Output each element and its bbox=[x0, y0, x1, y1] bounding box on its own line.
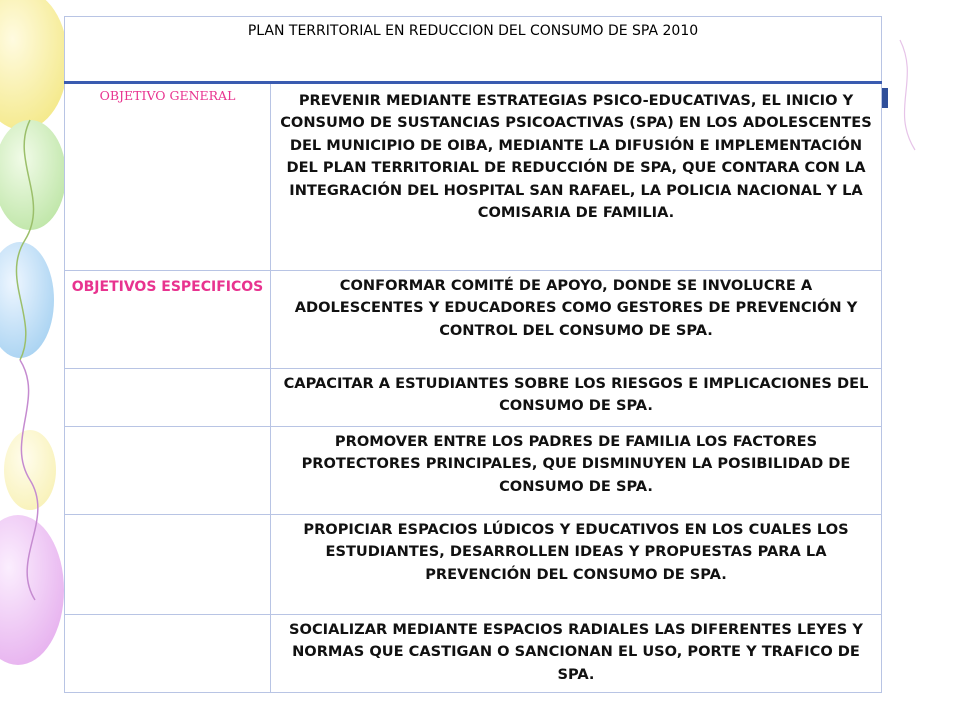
general-objective-label: OBJETIVO GENERAL bbox=[65, 83, 271, 271]
specific-objective-text: PROPICIAR ESPACIOS LÚDICOS Y EDUCATIVOS EN LOS CUALES LOS ESTUDIANTES, DESARROLLEN IDEAS Y PROPUESTAS PARA LA PREVENCIÓN DEL CONSUMO DE SPA. bbox=[271, 515, 882, 615]
specific-objective-row bbox=[65, 427, 882, 515]
specific-objective-row bbox=[65, 369, 882, 427]
empty-label-cell bbox=[65, 427, 271, 515]
empty-label-cell bbox=[65, 615, 271, 693]
title-row bbox=[65, 17, 882, 83]
general-objective-text: PREVENIR MEDIANTE ESTRATEGIAS PSICO-EDUCATIVAS, EL INICIO Y CONSUMO DE SUSTANCIAS PSICOACTIVAS (SPA) EN LOS ADOLESCENTES DEL MUNICIPIO DE OIBA, MEDIANTE LA DIFUSIÓN E IMPLEMENTACIÓN DEL PLAN TERRITORIAL DE REDUCCIÓN DE SPA, QUE CONTARA CON LA INTEGRACIÓN DEL HOSPITAL SAN RAFAEL, LA POLICIA NACIONAL Y LA COMISARIA DE FAMILIA. bbox=[271, 83, 882, 271]
plan-table bbox=[64, 16, 882, 693]
specific-objective-text: PROMOVER ENTRE LOS PADRES DE FAMILIA LOS FACTORES PROTECTORES PRINCIPALES, QUE DISMINUYEN LA POSIBILIDAD DE CONSUMO DE SPA. bbox=[271, 427, 882, 515]
specific-objective-text: CAPACITAR A ESTUDIANTES SOBRE LOS RIESGOS E IMPLICACIONES DEL CONSUMO DE SPA. bbox=[271, 369, 882, 427]
specific-objective-row bbox=[65, 615, 882, 693]
specific-objective-text: CONFORMAR COMITÉ DE APOYO, DONDE SE INVOLUCRE A ADOLESCENTES Y EDUCADORES COMO GESTORES DE PREVENCIÓN Y CONTROL DEL CONSUMO DE SPA. bbox=[271, 271, 882, 369]
empty-label-cell bbox=[65, 515, 271, 615]
page-title: PLAN TERRITORIAL EN REDUCCION DEL CONSUMO DE SPA 2010 bbox=[65, 17, 882, 83]
general-objective-row bbox=[65, 83, 882, 271]
specific-objective-row bbox=[65, 515, 882, 615]
specific-objective-row bbox=[65, 271, 882, 369]
side-accent-bar bbox=[882, 88, 888, 108]
empty-label-cell bbox=[65, 369, 271, 427]
specific-objectives-label: OBJETIVOS ESPECIFICOS bbox=[65, 271, 271, 369]
specific-objective-text: SOCIALIZAR MEDIANTE ESPACIOS RADIALES LAS DIFERENTES LEYES Y NORMAS QUE CASTIGAN O SANCIONAN EL USO, PORTE Y TRAFICO DE SPA. bbox=[271, 615, 882, 693]
